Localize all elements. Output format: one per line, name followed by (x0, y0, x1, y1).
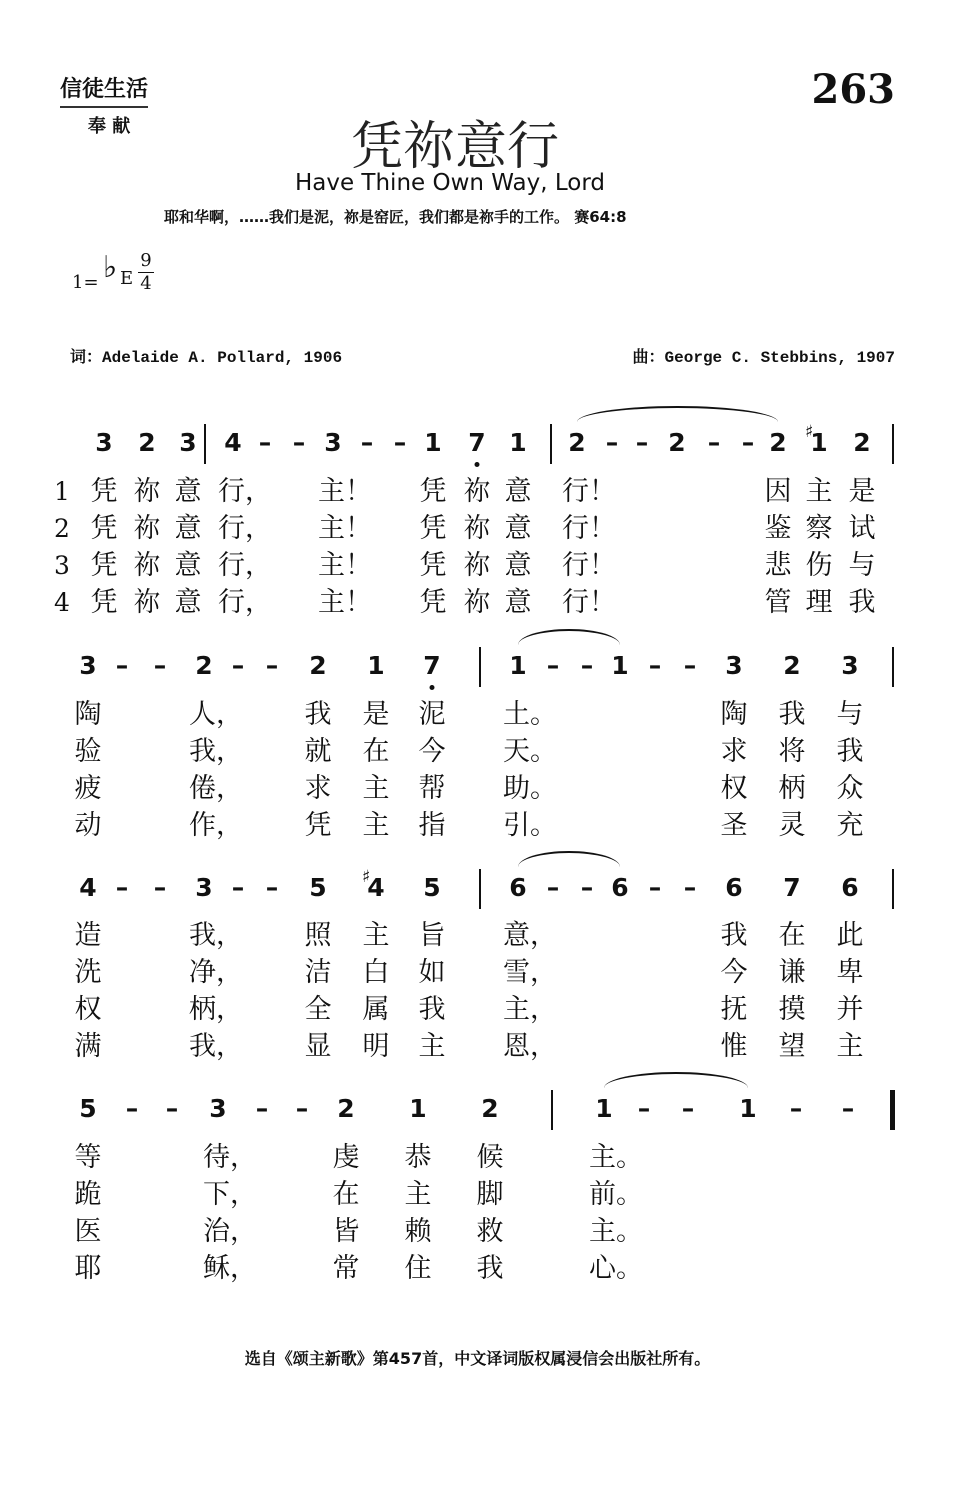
lyric-syllable: 跪 (74, 1179, 102, 1210)
lyric-syllable: 在 (362, 736, 390, 767)
lyric-syllable: 鉴 (764, 513, 792, 544)
lyric-syllable: 明 (362, 1031, 390, 1062)
note: 1 (409, 1094, 427, 1123)
note: 4 (224, 428, 242, 457)
lyric-syllable: 我 (778, 699, 806, 730)
lyric-syllable: 陶 (74, 699, 102, 730)
lyric-syllable: 行， (218, 587, 272, 618)
note-dash: – (153, 651, 167, 680)
lyric-syllable: 意 (174, 476, 202, 507)
time-signature-bottom: 4 (138, 272, 154, 295)
lyric-syllable: 皆 (332, 1216, 360, 1247)
note: 1 (509, 651, 527, 680)
note-dash: – (741, 428, 755, 457)
lyric-syllable: 意 (504, 550, 532, 581)
lyric-syllable: 我 (720, 920, 748, 951)
final-barline (890, 1090, 895, 1130)
barline (892, 869, 894, 909)
note-dash: – (115, 873, 129, 902)
lyric-syllable: 我 (418, 994, 446, 1025)
note-dash: – (648, 873, 662, 902)
lyric-syllable: 是 (848, 476, 876, 507)
lyric-syllable: 祢 (463, 550, 491, 581)
note: 2 (668, 428, 686, 457)
lyric-syllable: 心。 (589, 1253, 643, 1284)
lyric-syllable: 在 (332, 1179, 360, 1210)
lyric-syllable: 住 (404, 1253, 432, 1284)
lyric-syllable: 虔 (332, 1142, 360, 1173)
note-dash: – (153, 873, 167, 902)
note-dash: – (707, 428, 721, 457)
lyric-syllable: 圣 (720, 810, 748, 841)
lyric-syllable: 行， (218, 476, 272, 507)
note: 5 (423, 873, 441, 902)
lyric-syllable: 主 (404, 1179, 432, 1210)
lyric-syllable: 行， (218, 513, 272, 544)
lyric-syllable: 前。 (589, 1179, 643, 1210)
lyric-syllable: 与 (836, 699, 864, 730)
note: 5 (79, 1094, 97, 1123)
note-dash: – (125, 1094, 139, 1123)
lyric-syllable: 泥 (418, 699, 446, 730)
lyric-syllable: 意 (504, 513, 532, 544)
tie-arc (518, 629, 620, 661)
barline (479, 869, 481, 909)
note-dash: – (546, 873, 560, 902)
lyric-syllable: 引。 (503, 810, 557, 841)
lyric-syllable: 凭 (419, 476, 447, 507)
lyric-syllable: 祢 (133, 550, 161, 581)
lyric-syllable: 待， (203, 1142, 257, 1173)
barline (479, 647, 481, 687)
lyric-syllable: 主！ (318, 476, 372, 507)
lyric-syllable: 助。 (503, 773, 557, 804)
lyric-syllable: 意 (174, 513, 202, 544)
tie-arc (577, 406, 778, 438)
barline (892, 424, 894, 464)
note: 6 (509, 873, 527, 902)
note-dash: – (637, 1094, 651, 1123)
lyric-syllable: 主 (362, 920, 390, 951)
title-chinese: 凭祢意行 (350, 117, 559, 177)
lyric-syllable: 净， (189, 957, 243, 988)
note: 1 (595, 1094, 613, 1123)
lyric-syllable: 意 (504, 587, 532, 618)
flat-sign: ♭ (103, 250, 118, 285)
lyric-syllable: 候 (476, 1142, 504, 1173)
note-dash: – (605, 428, 619, 457)
note: 3 (209, 1094, 227, 1123)
lyric-syllable: 灵 (778, 810, 806, 841)
verse-number: 1 (54, 477, 70, 506)
note: 3 (195, 873, 213, 902)
lyric-syllable: 此 (836, 920, 864, 951)
note: 7 (423, 651, 441, 680)
lyric-syllable: 脚 (476, 1179, 504, 1210)
note-dash: – (841, 1094, 855, 1123)
key-prefix: 1= (72, 272, 99, 293)
lyric-syllable: 主 (805, 476, 833, 507)
lyric-syllable: 凭 (90, 476, 118, 507)
lyric-syllable: 我， (189, 1031, 243, 1062)
lyric-syllable: 主！ (318, 550, 372, 581)
note-dash: – (648, 651, 662, 680)
barline (551, 1090, 553, 1130)
lyric-syllable: 权 (720, 773, 748, 804)
lyric-syllable: 救 (476, 1216, 504, 1247)
note-dash: – (635, 428, 649, 457)
lyric-syllable: 主。 (589, 1216, 643, 1247)
note: 7 (468, 428, 486, 457)
barline (204, 424, 206, 464)
note: 2 (481, 1094, 499, 1123)
lyric-syllable: 祢 (463, 513, 491, 544)
lyric-syllable: 摸 (778, 994, 806, 1025)
lyric-syllable: 是 (362, 699, 390, 730)
note-dash: – (292, 428, 306, 457)
barline (892, 647, 894, 687)
note: 6 (841, 873, 859, 902)
note-dash: – (580, 651, 594, 680)
lyric-syllable: 祢 (133, 587, 161, 618)
lyric-syllable: 众 (836, 773, 864, 804)
lyric-syllable: 满 (74, 1031, 102, 1062)
barline (550, 424, 552, 464)
lyric-syllable: 谦 (778, 957, 806, 988)
lyric-syllable: 求 (720, 736, 748, 767)
lyric-syllable: 治， (203, 1216, 257, 1247)
lyric-syllable: 倦， (189, 773, 243, 804)
note: 4 (367, 873, 385, 902)
lyric-syllable: 祢 (133, 513, 161, 544)
note-dash: – (683, 873, 697, 902)
lyric-syllable: 赖 (404, 1216, 432, 1247)
octave-dot (430, 685, 435, 690)
hymn-number: 263 (811, 66, 895, 113)
lyric-syllable: 充 (836, 810, 864, 841)
lyric-syllable: 疲 (74, 773, 102, 804)
lyric-syllable: 我， (189, 736, 243, 767)
title-english: Have Thine Own Way, Lord (294, 170, 606, 196)
composer-credit: 曲：George C. Stebbins, 1907 (632, 349, 895, 367)
tie-arc (518, 851, 620, 883)
note-dash: – (683, 651, 697, 680)
note: 4 (79, 873, 97, 902)
copyright-notice: 选自《颂主新歌》第457首，中文译词版权属浸信会出版社所有。 (244, 1349, 711, 1368)
lyric-syllable: 权 (74, 994, 102, 1025)
verse-number: 4 (54, 588, 70, 617)
lyric-syllable: 与 (848, 550, 876, 581)
lyric-syllable: 等 (74, 1142, 102, 1173)
lyric-syllable: 稣， (203, 1253, 257, 1284)
lyric-syllable: 凭 (419, 550, 447, 581)
tie-arc (604, 1072, 748, 1104)
lyric-syllable: 我 (848, 587, 876, 618)
note: 2 (337, 1094, 355, 1123)
lyric-syllable: 祢 (133, 476, 161, 507)
lyric-syllable: 常 (332, 1253, 360, 1284)
sharp-sign: ♯ (805, 422, 814, 442)
lyric-syllable: 行， (218, 550, 272, 581)
lyric-syllable: 行！ (562, 476, 616, 507)
lyric-syllable: 并 (836, 994, 864, 1025)
lyric-syllable: 耶 (74, 1253, 102, 1284)
lyric-syllable: 行！ (562, 587, 616, 618)
hymn-category: 信徒生活 (60, 72, 148, 108)
note: 1 (739, 1094, 757, 1123)
lyric-syllable: 抚 (720, 994, 748, 1025)
note: 3 (324, 428, 342, 457)
lyric-syllable: 显 (304, 1031, 332, 1062)
note: 2 (138, 428, 156, 457)
lyric-syllable: 主！ (318, 587, 372, 618)
note: 3 (79, 651, 97, 680)
lyric-syllable: 雪， (503, 957, 557, 988)
lyric-syllable: 陶 (720, 699, 748, 730)
verse-number: 2 (54, 514, 70, 543)
lyric-syllable: 求 (304, 773, 332, 804)
lyric-syllable: 望 (778, 1031, 806, 1062)
lyric-syllable: 今 (418, 736, 446, 767)
lyric-syllable: 伤 (805, 550, 833, 581)
lyric-syllable: 卑 (836, 957, 864, 988)
verse-number: 3 (54, 551, 70, 580)
key-letter: E (120, 268, 134, 289)
note: 1 (611, 651, 629, 680)
note-dash: – (115, 651, 129, 680)
lyric-syllable: 照 (304, 920, 332, 951)
lyric-syllable: 洁 (304, 957, 332, 988)
note: 2 (769, 428, 787, 457)
lyric-syllable: 如 (418, 957, 446, 988)
note-dash: – (681, 1094, 695, 1123)
note-dash: – (789, 1094, 803, 1123)
lyric-syllable: 柄 (778, 773, 806, 804)
note: 6 (725, 873, 743, 902)
lyric-syllable: 凭 (419, 513, 447, 544)
lyric-syllable: 全 (304, 994, 332, 1025)
lyric-syllable: 属 (362, 994, 390, 1025)
time-signature-top: 9 (140, 250, 152, 271)
lyric-syllable: 我 (304, 699, 332, 730)
lyric-syllable: 帮 (418, 773, 446, 804)
note: 2 (783, 651, 801, 680)
lyric-syllable: 察 (805, 513, 833, 544)
note: 3 (725, 651, 743, 680)
lyric-syllable: 指 (418, 810, 446, 841)
lyric-syllable: 下， (203, 1179, 257, 1210)
note-dash: – (580, 873, 594, 902)
note: 2 (853, 428, 871, 457)
lyric-syllable: 我 (836, 736, 864, 767)
lyric-syllable: 凭 (90, 587, 118, 618)
lyric-syllable: 主 (836, 1031, 864, 1062)
lyric-syllable: 凭 (90, 513, 118, 544)
note: 3 (179, 428, 197, 457)
lyric-syllable: 人， (189, 699, 243, 730)
lyric-syllable: 意 (174, 587, 202, 618)
note: 2 (195, 651, 213, 680)
lyric-syllable: 主 (362, 773, 390, 804)
note: 7 (783, 873, 801, 902)
lyric-syllable: 柄， (189, 994, 243, 1025)
note: 1 (424, 428, 442, 457)
lyric-syllable: 就 (304, 736, 332, 767)
lyric-syllable: 动 (74, 810, 102, 841)
note-dash: – (265, 873, 279, 902)
note: 3 (841, 651, 859, 680)
note-dash: – (231, 651, 245, 680)
lyric-syllable: 主 (418, 1031, 446, 1062)
note-dash: – (165, 1094, 179, 1123)
lyric-syllable: 作， (189, 810, 243, 841)
lyric-syllable: 主！ (318, 513, 372, 544)
note: 1 (810, 428, 828, 457)
lyric-syllable: 祢 (463, 476, 491, 507)
lyric-syllable: 行！ (562, 513, 616, 544)
octave-dot (475, 462, 480, 467)
lyric-syllable: 凭 (304, 810, 332, 841)
time-signature (138, 250, 154, 295)
lyric-syllable: 因 (764, 476, 792, 507)
scripture-reference: 耶和华啊，……我们是泥，祢是窑匠，我们都是祢手的工作。 赛64:8 (164, 208, 627, 226)
note: 1 (509, 428, 527, 457)
lyric-syllable: 惟 (720, 1031, 748, 1062)
hymn-subcategory: 奉 献 (88, 116, 131, 137)
note: 1 (367, 651, 385, 680)
lyric-syllable: 凭 (419, 587, 447, 618)
lyric-syllable: 造 (74, 920, 102, 951)
lyric-syllable: 意， (503, 920, 557, 951)
note-dash: – (360, 428, 374, 457)
note-dash: – (255, 1094, 269, 1123)
note: 2 (568, 428, 586, 457)
sharp-sign: ♯ (362, 867, 371, 887)
note-dash: – (265, 651, 279, 680)
lyric-syllable: 今 (720, 957, 748, 988)
note-dash: – (258, 428, 272, 457)
lyric-syllable: 试 (848, 513, 876, 544)
note: 3 (95, 428, 113, 457)
note: 2 (309, 651, 327, 680)
lyric-syllable: 管 (764, 587, 792, 618)
lyricist-credit: 词：Adelaide A. Pollard, 1906 (70, 349, 343, 367)
lyric-syllable: 旨 (418, 920, 446, 951)
lyric-syllable: 悲 (764, 550, 792, 581)
lyric-syllable: 凭 (90, 550, 118, 581)
lyric-syllable: 恭 (404, 1142, 432, 1173)
lyric-syllable: 医 (74, 1216, 102, 1247)
lyric-syllable: 在 (778, 920, 806, 951)
lyric-syllable: 主。 (589, 1142, 643, 1173)
lyric-syllable: 恩， (503, 1031, 557, 1062)
lyric-syllable: 我 (476, 1253, 504, 1284)
lyric-syllable: 将 (778, 736, 806, 767)
note: 5 (309, 873, 327, 902)
lyric-syllable: 意 (504, 476, 532, 507)
lyric-syllable: 意 (174, 550, 202, 581)
lyric-syllable: 主 (362, 810, 390, 841)
lyric-syllable: 验 (74, 736, 102, 767)
lyric-syllable: 行！ (562, 550, 616, 581)
lyric-syllable: 祢 (463, 587, 491, 618)
lyric-syllable: 我， (189, 920, 243, 951)
note: 6 (611, 873, 629, 902)
lyric-syllable: 洗 (74, 957, 102, 988)
note-dash: – (546, 651, 560, 680)
lyric-syllable: 天。 (503, 736, 557, 767)
lyric-syllable: 白 (362, 957, 390, 988)
note-dash: – (393, 428, 407, 457)
note-dash: – (231, 873, 245, 902)
lyric-syllable: 主， (503, 994, 557, 1025)
lyric-syllable: 理 (805, 587, 833, 618)
note-dash: – (295, 1094, 309, 1123)
lyric-syllable: 土。 (503, 699, 557, 730)
